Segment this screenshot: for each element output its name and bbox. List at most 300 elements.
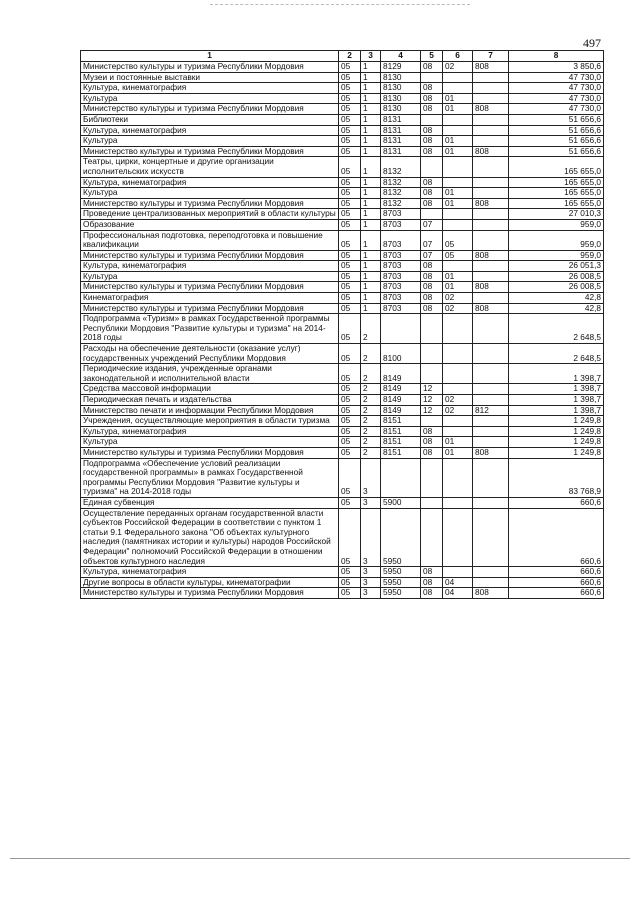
cell-ministry: 808 (473, 588, 509, 599)
row-name: Единая субвенция (81, 497, 339, 508)
column-header: 2 (339, 51, 361, 62)
cell-ministry: 808 (473, 198, 509, 209)
cell-target: 8703 (381, 261, 421, 272)
row-name: Культура (81, 93, 339, 104)
cell-amount: 1 398,7 (509, 395, 604, 406)
cell-target (381, 458, 421, 497)
cell-ministry (473, 577, 509, 588)
cell-subsection: 01 (443, 188, 473, 199)
table-row (81, 426, 604, 437)
cell-section: 08 (421, 83, 443, 94)
cell-amount: 26 008,5 (509, 271, 604, 282)
cell-amount: 165 655,0 (509, 177, 604, 188)
cell-section: 08 (421, 447, 443, 458)
cell-ministry (473, 72, 509, 83)
cell-target: 8131 (381, 136, 421, 147)
cell-ministry: 808 (473, 282, 509, 293)
cell-subprogram: 2 (361, 416, 381, 427)
cell-ministry (473, 157, 509, 177)
cell-section: 08 (421, 437, 443, 448)
cell-amount: 165 655,0 (509, 157, 604, 177)
cell-program: 05 (339, 588, 361, 599)
cell-subprogram: 1 (361, 62, 381, 73)
row-name: Культура (81, 188, 339, 199)
table-row (81, 157, 604, 177)
cell-subprogram: 2 (361, 384, 381, 395)
cell-subprogram: 3 (361, 508, 381, 567)
cell-target: 8131 (381, 114, 421, 125)
cell-subsection (443, 219, 473, 230)
cell-section: 08 (421, 198, 443, 209)
table-header-row (81, 51, 604, 62)
cell-target: 8130 (381, 93, 421, 104)
cell-subprogram: 1 (361, 282, 381, 293)
cell-ministry (473, 384, 509, 395)
cell-section (421, 314, 443, 344)
cell-amount: 660,6 (509, 508, 604, 567)
cell-program: 05 (339, 303, 361, 314)
cell-subprogram: 2 (361, 344, 381, 364)
cell-ministry (473, 293, 509, 304)
cell-subsection: 04 (443, 577, 473, 588)
cell-program: 05 (339, 344, 361, 364)
cell-program: 05 (339, 198, 361, 209)
cell-program: 05 (339, 146, 361, 157)
cell-ministry (473, 567, 509, 578)
row-name: Культура (81, 437, 339, 448)
cell-target: 8703 (381, 282, 421, 293)
table-row (81, 136, 604, 147)
cell-amount: 165 655,0 (509, 198, 604, 209)
cell-subprogram: 1 (361, 93, 381, 104)
cell-amount: 1 249,8 (509, 447, 604, 458)
cell-program: 05 (339, 125, 361, 136)
cell-ministry (473, 261, 509, 272)
cell-subsection: 02 (443, 62, 473, 73)
row-name: Культура (81, 271, 339, 282)
cell-subsection: 02 (443, 293, 473, 304)
cell-program: 05 (339, 104, 361, 115)
cell-subsection (443, 458, 473, 497)
cell-ministry (473, 177, 509, 188)
row-name: Средства массовой информации (81, 384, 339, 395)
cell-section: 07 (421, 219, 443, 230)
row-name: Проведение централизованных мероприятий в области культуры (81, 209, 339, 220)
cell-ministry: 808 (473, 447, 509, 458)
cell-target: 5950 (381, 588, 421, 599)
cell-ministry (473, 125, 509, 136)
cell-ministry: 808 (473, 146, 509, 157)
cell-subprogram: 2 (361, 364, 381, 384)
cell-section: 08 (421, 293, 443, 304)
cell-section: 08 (421, 588, 443, 599)
cell-subprogram: 1 (361, 177, 381, 188)
row-name: Библиотеки (81, 114, 339, 125)
cell-subsection: 01 (443, 437, 473, 448)
cell-section: 08 (421, 271, 443, 282)
cell-program: 05 (339, 188, 361, 199)
cell-section (421, 157, 443, 177)
cell-target: 8703 (381, 209, 421, 220)
cell-program: 05 (339, 114, 361, 125)
cell-section: 08 (421, 177, 443, 188)
cell-subprogram: 2 (361, 405, 381, 416)
row-name: Культура, кинематография (81, 567, 339, 578)
cell-subsection (443, 384, 473, 395)
table-row (81, 72, 604, 83)
cell-subsection (443, 497, 473, 508)
cell-amount: 959,0 (509, 250, 604, 261)
cell-ministry (473, 188, 509, 199)
cell-subsection: 05 (443, 230, 473, 250)
table-row (81, 209, 604, 220)
cell-amount: 83 768,9 (509, 458, 604, 497)
cell-amount: 959,0 (509, 219, 604, 230)
cell-target: 8100 (381, 344, 421, 364)
table-row (81, 344, 604, 364)
cell-subsection (443, 83, 473, 94)
cell-amount: 1 398,7 (509, 405, 604, 416)
cell-amount: 2 648,5 (509, 314, 604, 344)
cell-target: 8703 (381, 219, 421, 230)
cell-subsection (443, 364, 473, 384)
cell-subprogram: 1 (361, 125, 381, 136)
cell-section: 08 (421, 567, 443, 578)
cell-subsection (443, 114, 473, 125)
cell-program: 05 (339, 426, 361, 437)
table-row (81, 93, 604, 104)
cell-program: 05 (339, 577, 361, 588)
cell-target: 8703 (381, 303, 421, 314)
cell-program: 05 (339, 230, 361, 250)
row-name: Культура, кинематография (81, 177, 339, 188)
cell-section (421, 72, 443, 83)
cell-program: 05 (339, 384, 361, 395)
cell-subsection: 01 (443, 198, 473, 209)
cell-subsection (443, 125, 473, 136)
cell-target: 5950 (381, 577, 421, 588)
cell-ministry (473, 314, 509, 344)
cell-target: 8132 (381, 198, 421, 209)
cell-ministry (473, 230, 509, 250)
cell-amount: 660,6 (509, 497, 604, 508)
cell-amount: 51 656,6 (509, 114, 604, 125)
cell-subprogram: 2 (361, 447, 381, 458)
row-name: Министерство культуры и туризма Республики Мордовия (81, 282, 339, 293)
cell-subsection (443, 157, 473, 177)
cell-ministry (473, 508, 509, 567)
cell-target: 8151 (381, 426, 421, 437)
cell-section (421, 508, 443, 567)
bottom-scan-rule (10, 858, 630, 859)
cell-subprogram: 3 (361, 588, 381, 599)
row-name: Образование (81, 219, 339, 230)
cell-section: 08 (421, 125, 443, 136)
cell-amount: 51 656,6 (509, 146, 604, 157)
column-header: 6 (443, 51, 473, 62)
table-row (81, 416, 604, 427)
cell-program: 05 (339, 83, 361, 94)
cell-section (421, 364, 443, 384)
table-row (81, 395, 604, 406)
cell-subprogram: 1 (361, 157, 381, 177)
cell-subprogram: 3 (361, 458, 381, 497)
cell-amount: 27 010,3 (509, 209, 604, 220)
cell-subprogram: 1 (361, 136, 381, 147)
table-row (81, 567, 604, 578)
cell-ministry (473, 364, 509, 384)
cell-subprogram: 1 (361, 104, 381, 115)
table-row (81, 588, 604, 599)
table-body (81, 62, 604, 599)
cell-subprogram: 2 (361, 314, 381, 344)
cell-subsection: 02 (443, 303, 473, 314)
cell-subsection (443, 261, 473, 272)
table-row (81, 198, 604, 209)
table-row (81, 146, 604, 157)
cell-subsection: 01 (443, 282, 473, 293)
cell-subsection: 01 (443, 146, 473, 157)
cell-subsection (443, 426, 473, 437)
cell-subprogram: 1 (361, 188, 381, 199)
cell-section (421, 114, 443, 125)
cell-section: 08 (421, 426, 443, 437)
cell-section: 12 (421, 384, 443, 395)
cell-program: 05 (339, 209, 361, 220)
cell-amount: 26 051,3 (509, 261, 604, 272)
row-name: Театры, цирки, концертные и другие организации исполнительских искусств (81, 157, 339, 177)
table-row (81, 405, 604, 416)
table-row (81, 177, 604, 188)
cell-section: 08 (421, 282, 443, 293)
cell-subsection: 02 (443, 405, 473, 416)
cell-section: 08 (421, 62, 443, 73)
cell-program: 05 (339, 282, 361, 293)
row-name: Другие вопросы в области культуры, кинематографии (81, 577, 339, 588)
cell-program: 05 (339, 416, 361, 427)
row-name: Культура, кинематография (81, 83, 339, 94)
cell-target: 8703 (381, 293, 421, 304)
cell-target: 8132 (381, 188, 421, 199)
cell-subsection (443, 567, 473, 578)
cell-program: 05 (339, 62, 361, 73)
row-name: Министерство культуры и туризма Республики Мордовия (81, 303, 339, 314)
cell-amount: 3 850,6 (509, 62, 604, 73)
cell-subprogram: 2 (361, 426, 381, 437)
cell-amount: 51 656,6 (509, 136, 604, 147)
row-name: Профессиональная подготовка, переподготовка и повышение квалификации (81, 230, 339, 250)
cell-amount: 1 249,8 (509, 437, 604, 448)
cell-ministry (473, 437, 509, 448)
cell-subsection (443, 314, 473, 344)
cell-ministry (473, 219, 509, 230)
table-row (81, 104, 604, 115)
cell-subprogram: 2 (361, 395, 381, 406)
cell-subsection (443, 416, 473, 427)
row-name: Музеи и постоянные выставки (81, 72, 339, 83)
cell-section: 08 (421, 303, 443, 314)
cell-target: 8151 (381, 437, 421, 448)
cell-target: 8132 (381, 177, 421, 188)
cell-subprogram: 1 (361, 261, 381, 272)
table-row (81, 62, 604, 73)
cell-target: 8130 (381, 104, 421, 115)
cell-section: 08 (421, 146, 443, 157)
cell-subsection (443, 508, 473, 567)
cell-section (421, 458, 443, 497)
cell-amount: 660,6 (509, 588, 604, 599)
cell-target: 8129 (381, 62, 421, 73)
cell-amount: 51 656,6 (509, 125, 604, 136)
table-row (81, 219, 604, 230)
cell-subsection: 05 (443, 250, 473, 261)
cell-amount: 1 398,7 (509, 384, 604, 395)
cell-subsection (443, 209, 473, 220)
row-name: Учреждения, осуществляющие мероприятия в области туризма (81, 416, 339, 427)
cell-ministry (473, 136, 509, 147)
cell-subsection: 02 (443, 395, 473, 406)
cell-target: 8703 (381, 250, 421, 261)
table-row (81, 250, 604, 261)
table-row (81, 314, 604, 344)
table-row (81, 282, 604, 293)
cell-section: 08 (421, 93, 443, 104)
cell-section (421, 497, 443, 508)
cell-subprogram: 1 (361, 230, 381, 250)
cell-program: 05 (339, 293, 361, 304)
cell-program: 05 (339, 261, 361, 272)
cell-program: 05 (339, 405, 361, 416)
cell-section: 12 (421, 405, 443, 416)
cell-target: 8149 (381, 364, 421, 384)
table-row (81, 83, 604, 94)
cell-program: 05 (339, 364, 361, 384)
cell-program: 05 (339, 93, 361, 104)
row-name: Министерство культуры и туризма Республики Мордовия (81, 104, 339, 115)
cell-subprogram: 3 (361, 567, 381, 578)
cell-amount: 165 655,0 (509, 188, 604, 199)
cell-ministry (473, 114, 509, 125)
cell-ministry (473, 93, 509, 104)
cell-program: 05 (339, 497, 361, 508)
cell-target: 8149 (381, 395, 421, 406)
cell-program: 05 (339, 72, 361, 83)
cell-target: 8130 (381, 83, 421, 94)
table-row (81, 125, 604, 136)
table-row (81, 384, 604, 395)
cell-program: 05 (339, 458, 361, 497)
cell-target: 8703 (381, 271, 421, 282)
cell-amount: 47 730,0 (509, 104, 604, 115)
cell-target: 8149 (381, 405, 421, 416)
cell-program: 05 (339, 136, 361, 147)
cell-program: 05 (339, 447, 361, 458)
cell-ministry (473, 395, 509, 406)
column-header: 4 (381, 51, 421, 62)
table-row (81, 508, 604, 567)
cell-subsection: 04 (443, 588, 473, 599)
row-name: Культура (81, 136, 339, 147)
cell-target: 5950 (381, 567, 421, 578)
cell-section: 07 (421, 250, 443, 261)
cell-ministry (473, 426, 509, 437)
cell-subprogram: 1 (361, 198, 381, 209)
cell-amount: 959,0 (509, 230, 604, 250)
cell-amount: 2 648,5 (509, 344, 604, 364)
cell-subprogram: 3 (361, 497, 381, 508)
row-name: Расходы на обеспечение деятельности (оказание услуг) государственных учреждений Республики Мордовия (81, 344, 339, 364)
cell-amount: 660,6 (509, 567, 604, 578)
row-name: Культура, кинематография (81, 261, 339, 272)
cell-program: 05 (339, 271, 361, 282)
cell-subsection (443, 177, 473, 188)
table-row (81, 230, 604, 250)
table-row (81, 271, 604, 282)
column-header: 3 (361, 51, 381, 62)
column-header: 1 (81, 51, 339, 62)
cell-program: 05 (339, 395, 361, 406)
column-header: 5 (421, 51, 443, 62)
top-scan-rule (210, 4, 470, 5)
cell-subsection (443, 344, 473, 364)
page-number: 497 (583, 36, 601, 50)
row-name: Министерство культуры и туризма Республики Мордовия (81, 146, 339, 157)
table-row (81, 447, 604, 458)
cell-subprogram: 1 (361, 303, 381, 314)
cell-subprogram: 1 (361, 271, 381, 282)
table-row (81, 437, 604, 448)
cell-ministry: 812 (473, 405, 509, 416)
table-row (81, 577, 604, 588)
cell-section (421, 209, 443, 220)
cell-amount: 1 398,7 (509, 364, 604, 384)
cell-target: 8703 (381, 230, 421, 250)
cell-amount: 1 249,8 (509, 426, 604, 437)
cell-section (421, 416, 443, 427)
table-row (81, 114, 604, 125)
cell-amount: 47 730,0 (509, 83, 604, 94)
cell-target (381, 314, 421, 344)
cell-target: 8130 (381, 72, 421, 83)
row-name: Министерство печати и информации Республики Мордовия (81, 405, 339, 416)
table-row (81, 458, 604, 497)
cell-section: 12 (421, 395, 443, 406)
column-header: 8 (509, 51, 604, 62)
row-name: Подпрограмма «Обеспечение условий реализации государственной программы» в рамках Государственной программы Республики Мордовия "Развитие культуры и туризма" на 2014-2018 годы (81, 458, 339, 497)
row-name: Министерство культуры и туризма Республики Мордовия (81, 588, 339, 599)
row-name: Министерство культуры и туризма Республики Мордовия (81, 62, 339, 73)
cell-subprogram: 1 (361, 146, 381, 157)
row-name: Периодические издания, учрежденные органами законодательной и исполнительной власти (81, 364, 339, 384)
cell-target: 5900 (381, 497, 421, 508)
cell-program: 05 (339, 157, 361, 177)
budget-table (80, 50, 604, 599)
cell-program: 05 (339, 177, 361, 188)
cell-ministry (473, 497, 509, 508)
cell-ministry (473, 271, 509, 282)
cell-subsection: 01 (443, 447, 473, 458)
cell-subsection (443, 72, 473, 83)
cell-program: 05 (339, 567, 361, 578)
cell-subsection: 01 (443, 136, 473, 147)
cell-subprogram: 1 (361, 83, 381, 94)
table-row (81, 188, 604, 199)
cell-amount: 47 730,0 (509, 72, 604, 83)
cell-amount: 26 008,5 (509, 282, 604, 293)
cell-target: 8131 (381, 125, 421, 136)
cell-section (421, 344, 443, 364)
cell-subsection: 01 (443, 93, 473, 104)
